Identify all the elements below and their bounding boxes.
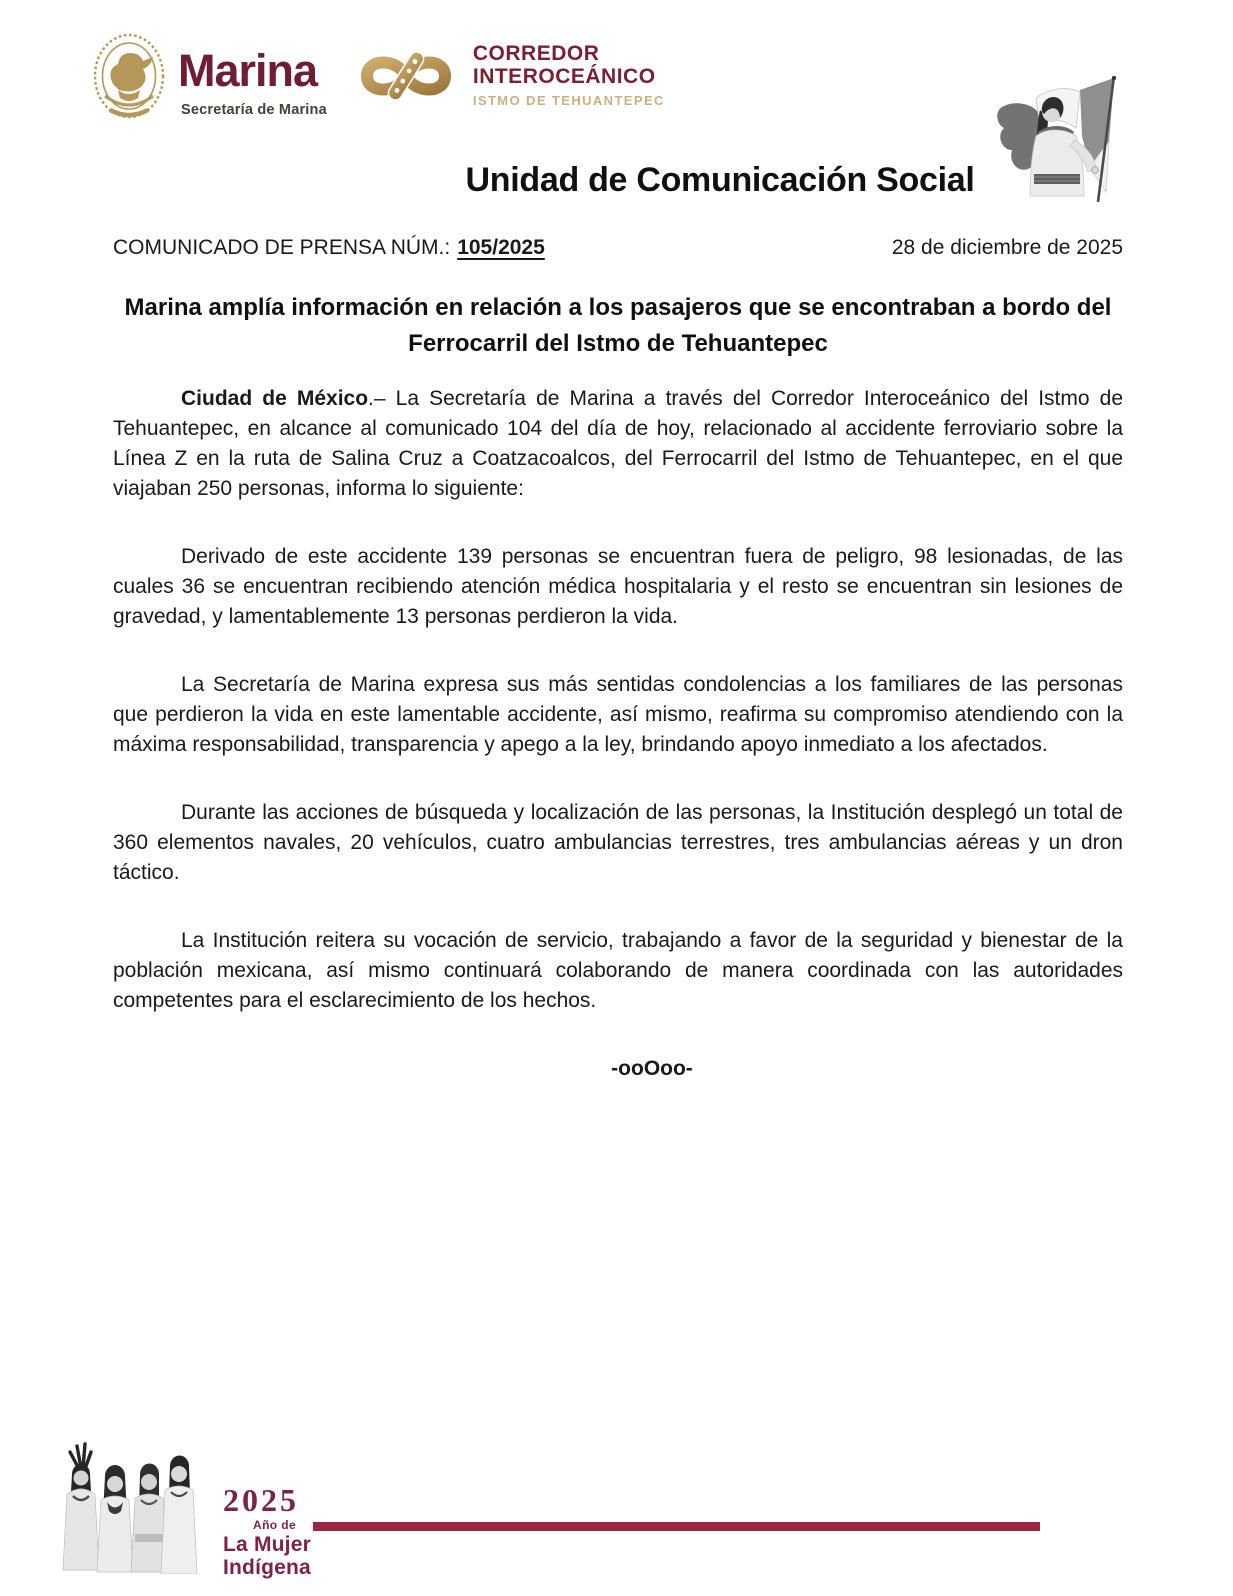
body-paragraph-4: Durante las acciones de búsqueda y localización de las personas, la Institución desplegó un total de 360 elementos navales, 20 vehículos, cuatro ambulancias terrestres, tres ambulancias aéreas y un dron táctico. [113, 801, 1123, 884]
document-body [113, 384, 1123, 1122]
corredor-line2: INTEROCEÁNICO [472, 65, 656, 88]
year-caption: Año de [253, 1518, 297, 1532]
release-number-line [113, 235, 545, 261]
campaign-line1: La Mujer [223, 1533, 311, 1556]
marina-logo [178, 32, 327, 118]
release-label: COMUNICADO DE PRENSA NÚM.: [113, 236, 451, 259]
interoceanic-infinity-icon [353, 44, 459, 108]
paragraph-text: .– La Secretaría de Marina a través del Corredor Interoceánico del Istmo de Tehuantepec, en alcance al comunicado 104 del día de hoy, relacionado al accidente ferroviario sobre la Línea Z en la ruta de Salina Cruz a Coatzacoalcos, del Ferrocarril del Istmo de Tehuantepec, en el que viajaban 250 personas, informa lo siguiente: [113, 387, 1123, 500]
marina-wordmark: Marina [178, 45, 318, 96]
footer-accent-bar [313, 1522, 1040, 1531]
unit-title: Unidad de Comunicación Social [465, 161, 975, 199]
body-paragraph-3: La Secretaría de Marina expresa sus más sentidas condolencias a los familiares de las personas que perdieron la vida en este lamentable accidente, así mismo, reafirma su compromiso atendiendo con la máxima responsabilidad, transparencia y apego a la ley, brindando apoyo inmediato a los afectados. [113, 673, 1123, 756]
release-date: 28 de diciembre de 2025 [891, 236, 1123, 259]
year-campaign-logo [223, 1484, 311, 1578]
four-indigenous-women-illustration [55, 1438, 203, 1574]
mexico-coat-of-arms-icon [92, 32, 166, 124]
year-2025: 2025 [223, 1482, 299, 1518]
body-paragraph-1 [113, 384, 1123, 504]
document-title: Marina amplía información en relación a los pasajeros que se encontraban a bordo del Ferrocarril del Istmo de Tehuantepec [124, 294, 1112, 357]
corredor-line1: CORREDOR [472, 42, 600, 65]
header-logos [92, 32, 665, 124]
corredor-interoceanico-logo [473, 32, 665, 108]
body-paragraph-2: Derivado de este accidente 139 personas se encuentran fuera de peligro, 98 lesionadas, de las cuales 36 se encuentran recibiendo atención médica hospitalaria y el resto se encuentran sin lesiones de gravedad, y lamentablemente 13 personas perdieron la vida. [113, 545, 1123, 628]
body-paragraph-5: La Institución reitera su vocación de servicio, trabajando a favor de la seguridad y bienestar de la población mexicana, así mismo continuará colaborando de manera coordinada con las autoridades competentes para el esclarecimiento de los hechos. [113, 929, 1123, 1012]
campaign-line2: Indígena [223, 1556, 311, 1579]
release-number: 105/2025 [457, 236, 545, 259]
corredor-line3: ISTMO DE TEHUANTEPEC [472, 93, 665, 108]
marina-subtitle: Secretaría de Marina [181, 102, 327, 118]
press-release-meta [113, 235, 1123, 261]
paragraph-lead: Ciudad de México [181, 387, 369, 410]
end-separator: -ooOoo- [611, 1057, 693, 1080]
